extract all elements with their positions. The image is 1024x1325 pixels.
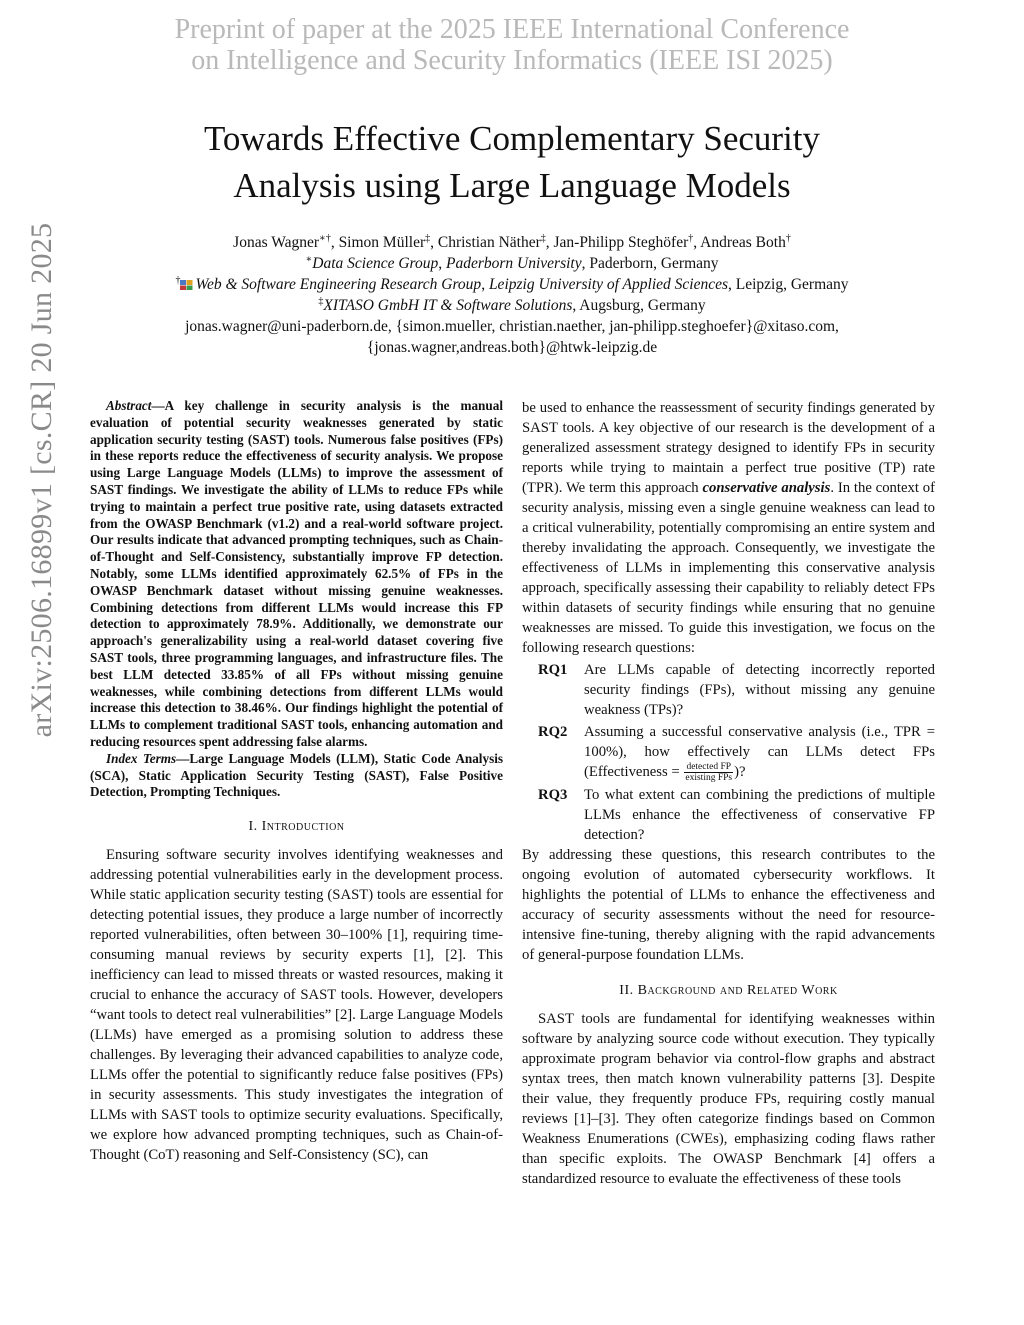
- section-heading-introduction: I. Introduction: [248, 819, 345, 835]
- author-mark: †: [785, 232, 791, 244]
- author-name: Andreas Both: [700, 234, 786, 251]
- title-line-2: Analysis using Large Language Models: [233, 166, 791, 205]
- author-name: Jonas Wagner: [233, 234, 320, 251]
- rq-text-part: )?: [734, 764, 746, 780]
- title-line-1: Towards Effective Complementary Security: [203, 119, 821, 158]
- preprint-notice: [0, 14, 1024, 76]
- index-terms: [90, 751, 503, 801]
- affiliation-mark: ∗: [305, 253, 313, 265]
- affiliation-university: Leipzig University of Applied Sciences: [488, 276, 728, 293]
- author-mark: ∗†: [319, 232, 331, 244]
- intro-paragraph: Ensuring software security involves identifying weaknesses and addressing potential vulnerabilities early in the development process. While static application security testing (SAST) tools are essential for detecting potential issues, they produce a large number of incorrectly reported vulnerabilities, often between 30–100% [1], requiring time-consuming manual reviews by security experts [1], [2]. This inefficiency can lead to missed threats or wasted resources, making it crucial to enhance the accuracy of SAST tools. However, developers “want tools to detect real vulnerabilities” [2]. Large Language Models (LLMs) have emerged as a promising solution to address these challenges. By leveraging their advanced capabilities to analyze code, LLMs offer the potential to significantly reduce false positives (FPs) in security assessments. This study investigates the integration of LLMs with SAST tools to optimize security evaluations. Specifically, we explore how advanced prompting techniques, such as Chain-of-Thought (CoT) reasoning and Self-Consistency (SC), can: [90, 847, 503, 1164]
- affiliation-group: Web & Software Engineering Research Group: [195, 276, 482, 293]
- paragraph-text: be used to enhance the reassessment of security findings generated by SAST tools. A key objective of our research is the development of a generalized assessment strategy designed to identify FPs in security reports while trying to maintain a perfect true positive (TP) rate (TPR). We term this approach: [522, 400, 935, 496]
- affiliation-mark: †: [175, 274, 181, 286]
- rq-label: RQ2: [538, 724, 568, 740]
- author-mark: ‡: [425, 232, 431, 244]
- email-line-1: jonas.wagner@uni-paderborn.de, {simon.mueller, christian.naether, jan-philipp.steghoefer}@xitaso.com,: [185, 318, 839, 335]
- affiliation-group: Data Science Group: [312, 255, 439, 272]
- research-question-3: [522, 785, 935, 845]
- rq-text-part: Assuming a successful conservative analysis (i.e., TPR = 100%), how effectively can LLMs detect FPs (Effectiveness =: [584, 724, 935, 780]
- affiliation-3: [0, 295, 1024, 316]
- intro-paragraph-continued: [522, 398, 935, 658]
- author-name: Christian Näther: [437, 234, 541, 251]
- fraction-numerator: detected FP: [684, 762, 733, 773]
- affiliation-place: , Augsburg, Germany: [572, 297, 706, 314]
- rq-label: RQ1: [538, 662, 568, 678]
- affiliation-place: , Leipzig, Germany: [728, 276, 849, 293]
- affiliation-mark: ‡: [318, 295, 324, 307]
- background-paragraph: SAST tools are fundamental for identifying weaknesses within software by analyzing source code without execution. They typically approximate program behavior via control-flow graphs and abstract syntax trees, then match known vulnerability patterns [3]. Despite their value, they frequently produce FPs, requiring costly manual reviews [1]–[3]. They often categorize findings based on Common Weakness Enumerations (CWEs), emphasizing coding flaws rather than specific exploits. The OWASP Benchmark [4] offers a standardized resource to evaluate the effectiveness of these tools: [522, 1011, 935, 1188]
- paragraph-text: . In the context of security analysis, missing even a single genuine weakness can lead to a critical vulnerability, potentially compromising an entire system and thereby invalidating the approach. Consequently, we investigate the effectiveness of LLMs in implementing this conservative analysis approach, specifically assessing their capability to reliably detect FPs within datasets of security findings while ensuring that no genuine weaknesses are missed. To guide this investigation, we focus on the following research questions:: [522, 480, 935, 656]
- affiliation-2: † Web & Software Engineering Research Group, Leipzig University of Applied Sciences, Leipzig, Germany: [175, 274, 849, 293]
- research-question-2: [522, 722, 935, 783]
- rq-text: To what extent can combining the predictions of multiple LLMs enhance the effectiveness of conservative FP detection?: [584, 787, 935, 844]
- fraction-denominator: existing FPs: [685, 773, 733, 784]
- university-logo-icon: [180, 278, 193, 290]
- right-column: [522, 398, 935, 1189]
- rq-label: RQ3: [538, 787, 568, 804]
- rq-text: [584, 722, 935, 783]
- email-line-2: {jonas.wagner,andreas.both}@htwk-leipzig.de: [366, 339, 658, 356]
- author-mark: †: [688, 232, 694, 244]
- section-heading-background: II. Background and Related Work: [619, 983, 838, 999]
- author-name: Simon Müller: [338, 234, 426, 251]
- intro-closing-paragraph: By addressing these questions, this research contributes to the ongoing evolution of automated cybersecurity workflows. It highlights the potential of LLMs to enhance the effectiveness and accuracy of security assessments without the need for resource-intensive fine-tuning, thereby aligning with the rapid advancements of general-purpose foundation LLMs.: [522, 847, 935, 964]
- preprint-line-1: Preprint of paper at the 2025 IEEE International Conference: [174, 14, 850, 45]
- rq-text: Are LLMs capable of detecting incorrectly reported security findings (FPs), without missing any genuine weakness (TPs)?: [584, 662, 935, 718]
- affiliation-place: , Paderborn, Germany: [581, 255, 719, 272]
- emphasis-term: conservative analysis: [702, 480, 831, 496]
- research-question-1: [522, 660, 935, 720]
- affiliation-university: Paderborn University: [446, 255, 582, 272]
- abstract-label: Abstract: [106, 398, 152, 413]
- arxiv-identifier: arXiv:2506.16899v1 [cs.CR] 20 Jun 2025: [25, 222, 58, 738]
- affiliation-1: ∗Data Science Group, Paderborn University, Paderborn, Germany: [305, 253, 719, 272]
- abstract-text: —A key challenge in security analysis is the manual evaluation of potential security weaknesses generated by static application security testing (SAST) tools. Numerous false positives (FPs) in these reports reduce the effectiveness of security analysis. We propose using Large Language Models (LLMs) to improve the assessment of SAST findings. We investigate the ability of LLMs to reduce FPs while trying to maintain a perfect true positive rate, using datasets extracted from the OWASP Benchmark (v1.2) and a real-world software project. Our results indicate that advanced prompting techniques, such as Chain-of-Thought and Self-Consistency, substantially improve FP detection. Notably, some LLMs identified approximately 62.5% of FPs in the OWASP Benchmark dataset without missing genuine weaknesses. Combining detections from different LLMs would increase this FP detection to approximately 78.9%. Additionally, we demonstrate our approach's generalizability using a real-world dataset covering five SAST tools, three programming languages, and infrastructure files. The best LLM detected 33.85% of all FPs without missing genuine weaknesses, while combining detections from different LLMs would increase this detection to 38.46%. Our findings highlight the potential of LLMs to complement traditional SAST tools, enhancing automation and reducing resources spent addressing false alarms.: [90, 398, 503, 749]
- preprint-line-2: on Intelligence and Security Informatics (IEEE ISI 2025): [191, 45, 833, 76]
- index-terms-text: —Large Language Models (LLM), Static Code Analysis (SCA), Static Application Security Testing (SAST), False Positive Detection, Prompting Techniques.: [90, 750, 503, 800]
- author-name: Jan-Philipp Steghöfer: [553, 234, 689, 251]
- author-names: Jonas Wagner∗†, Simon Müller‡, Christian Näther‡, Jan-Philipp Steghöfer†, Andreas Both†: [233, 232, 791, 251]
- affiliation-org: XITASO GmbH IT & Software Solutions: [323, 297, 573, 314]
- paper-title: [0, 115, 1024, 209]
- abstract: [90, 398, 503, 751]
- effectiveness-fraction: [684, 762, 733, 783]
- left-column: [90, 398, 503, 1165]
- author-mark: ‡: [540, 232, 546, 244]
- index-terms-label: Index Terms: [106, 750, 177, 766]
- author-block: [0, 232, 1024, 358]
